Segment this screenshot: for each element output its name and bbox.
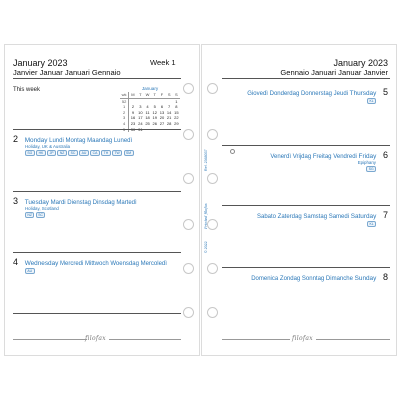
day-line-tuesday	[13, 196, 137, 206]
marker-dot	[230, 149, 235, 154]
copyright: © 2022	[204, 241, 208, 253]
day-line-thursday	[247, 87, 388, 97]
mini-calendar-month: January	[141, 86, 159, 91]
day-block-saturday	[257, 210, 388, 227]
left-diary-page	[4, 44, 200, 356]
day-number: 5	[382, 87, 388, 97]
day-rule-thursday	[222, 145, 390, 146]
day-name: Thursday	[349, 90, 377, 97]
cal-day: 28	[166, 120, 172, 126]
country-badges	[25, 150, 134, 156]
cal-day: 17	[138, 115, 143, 121]
cal-day: 8	[175, 104, 178, 110]
cal-day: 19	[152, 115, 157, 121]
cal-day: 3	[139, 104, 142, 110]
country-badges	[25, 268, 167, 274]
country-badges	[25, 212, 137, 218]
cal-day: 10	[138, 109, 143, 115]
footer-rule-right-a	[222, 339, 290, 340]
header-rule	[13, 78, 181, 79]
country-badge: NZ	[57, 150, 66, 156]
day-number: 2	[13, 134, 19, 144]
day-rule-wednesday	[13, 313, 181, 314]
ring-hole	[183, 307, 194, 318]
country-badge: SG	[25, 150, 35, 156]
footer-rule-left-a	[13, 339, 87, 340]
holiday-note: Holiday, UK & Australia	[25, 144, 71, 149]
header-rule-right	[222, 78, 390, 79]
country-badge: SC	[68, 150, 78, 156]
cal-day: 26	[152, 120, 157, 126]
ring-hole	[183, 83, 194, 94]
day-rule-monday	[13, 191, 181, 192]
day-name: Wednesday	[24, 260, 59, 267]
footer-rule-right-b	[316, 339, 390, 340]
country-badge: JP	[47, 150, 56, 156]
cal-day: 5	[153, 104, 156, 110]
day-translations: Giovedì Donderdag Donnerstag Jeudi	[247, 91, 348, 97]
cal-week-number: 4	[120, 121, 129, 127]
day-line-friday	[270, 150, 388, 160]
right-month-year: January 2023	[333, 58, 388, 68]
cal-day: 16	[130, 115, 136, 121]
day-number: 3	[13, 196, 19, 206]
ring-hole	[183, 173, 194, 184]
this-week-label: This week	[13, 87, 41, 93]
day-block-monday	[13, 134, 134, 156]
day-name: Tuesday	[24, 199, 49, 206]
cal-day: 6	[160, 104, 164, 110]
country-badge: KL	[367, 98, 376, 104]
cal-header-sun: S	[173, 92, 180, 98]
holiday-note: Epiphany	[357, 160, 376, 165]
left-month-year: January 2023	[13, 58, 68, 68]
day-line-monday	[13, 134, 134, 144]
cal-week-number: 2	[120, 110, 129, 116]
country-badge: SG	[366, 166, 376, 172]
cal-day: 27	[159, 120, 165, 126]
day-line-wednesday	[13, 257, 167, 267]
mini-calendar-table	[120, 92, 180, 132]
cal-day: 29	[174, 120, 179, 126]
cal-day: 12	[152, 109, 157, 115]
cal-day: 25	[145, 120, 150, 126]
ring-hole	[183, 219, 194, 230]
day-name: Sunday	[354, 275, 377, 282]
day-block-friday	[270, 150, 388, 172]
cal-day: 15	[174, 109, 179, 115]
cal-day: 13	[159, 109, 165, 115]
cal-header-wk: wk	[120, 92, 129, 98]
day-block-tuesday	[13, 196, 137, 218]
cal-day: 18	[145, 115, 150, 121]
ring-hole	[207, 307, 218, 318]
ring-hole	[183, 263, 194, 274]
ring-hole	[207, 83, 218, 94]
cal-header-fri: F	[158, 92, 165, 98]
cal-header-wed: W	[145, 92, 150, 97]
day-translations: Domenica Zondag Sonntag Dimanche	[251, 276, 353, 282]
cal-day: 31	[138, 126, 143, 132]
cal-week-number: 3	[120, 115, 129, 121]
day-translations: Mercredi Mittwoch Woensdag Mercoledì	[60, 261, 167, 267]
country-badges	[247, 98, 376, 104]
cal-day: 23	[130, 120, 136, 126]
filofax-logo-left: filofax	[85, 335, 106, 342]
day-translations: Mardi Dienstag Dinsdag Martedì	[50, 200, 137, 206]
day-translations: Venerdì Vrijdag Freitag Vendredi	[270, 154, 357, 160]
cal-day: 20	[159, 115, 165, 121]
ring-hole	[207, 219, 218, 230]
country-badge: SM	[124, 150, 134, 156]
cal-day: 1	[175, 98, 178, 104]
cal-day: 7	[168, 104, 171, 110]
ring-hole	[183, 129, 194, 140]
day-name: Monday	[24, 137, 48, 144]
cal-week-number: 5	[120, 127, 129, 133]
ring-hole	[207, 129, 218, 140]
country-badge: SC	[36, 212, 46, 218]
day-block-sunday	[251, 272, 388, 282]
day-number: 4	[13, 257, 19, 267]
cal-day: 21	[166, 115, 172, 121]
cal-day: 30	[130, 126, 136, 132]
cal-header-tue: T	[137, 92, 144, 98]
cal-header-thu: T	[151, 92, 158, 98]
cal-day: 2	[131, 104, 135, 110]
cal-week-number: 1	[120, 104, 129, 110]
country-badge: KL	[367, 221, 376, 227]
day-name: Friday	[358, 153, 377, 160]
cal-header-mon: M	[129, 92, 137, 98]
country-badge: NZ	[25, 212, 34, 218]
day-number: 6	[382, 150, 388, 160]
day-rule-saturday	[222, 267, 390, 268]
country-badge: TH	[101, 150, 110, 156]
cal-day: 14	[166, 109, 172, 115]
country-badge: TW	[112, 150, 122, 156]
cal-day: 11	[145, 109, 150, 115]
this-week-rule	[13, 129, 181, 130]
footer-rule-left-b	[109, 339, 181, 340]
country-badge: CA	[90, 150, 100, 156]
cal-day: 22	[174, 115, 179, 121]
mini-calendar	[120, 86, 180, 132]
cal-header-sat: S	[166, 92, 173, 98]
day-line-sunday	[251, 272, 388, 282]
day-block-wednesday	[13, 257, 167, 274]
cal-week-number: 52	[120, 98, 129, 104]
week-label: Week 1	[150, 58, 176, 67]
country-badges	[270, 166, 376, 172]
day-block-thursday	[247, 87, 388, 104]
cal-day: 4	[146, 104, 149, 110]
right-month-names: Gennaio Januari Januar Janvier	[280, 68, 388, 77]
right-diary-page	[201, 44, 397, 356]
day-number: 8	[382, 272, 388, 282]
country-badges	[257, 221, 376, 227]
ring-hole	[207, 173, 218, 184]
cal-day: 9	[131, 109, 135, 115]
cal-day: 24	[138, 120, 143, 126]
ring-hole	[207, 263, 218, 274]
day-translations: Lundi Montag Maandag Lunedì	[49, 138, 133, 144]
day-line-saturday	[257, 210, 388, 220]
day-rule-friday	[222, 205, 390, 206]
country-badge: AU	[79, 150, 89, 156]
day-name: Saturday	[350, 213, 377, 220]
country-badge: AU	[25, 268, 35, 274]
ref-number: Ref. 2368037	[204, 149, 208, 171]
country-badge: HK	[36, 150, 46, 156]
day-translations: Sabato Zaterdag Samstag Samedi	[256, 214, 350, 220]
filofax-logo-right: filofax	[292, 335, 313, 342]
day-number: 7	[382, 210, 388, 220]
holiday-note: Holiday, Scotland	[25, 206, 59, 211]
day-rule-tuesday	[13, 252, 181, 253]
printed-brand: Printed filofax	[204, 203, 208, 229]
left-month-names: Janvier Januar Januari Gennaio	[13, 68, 121, 77]
